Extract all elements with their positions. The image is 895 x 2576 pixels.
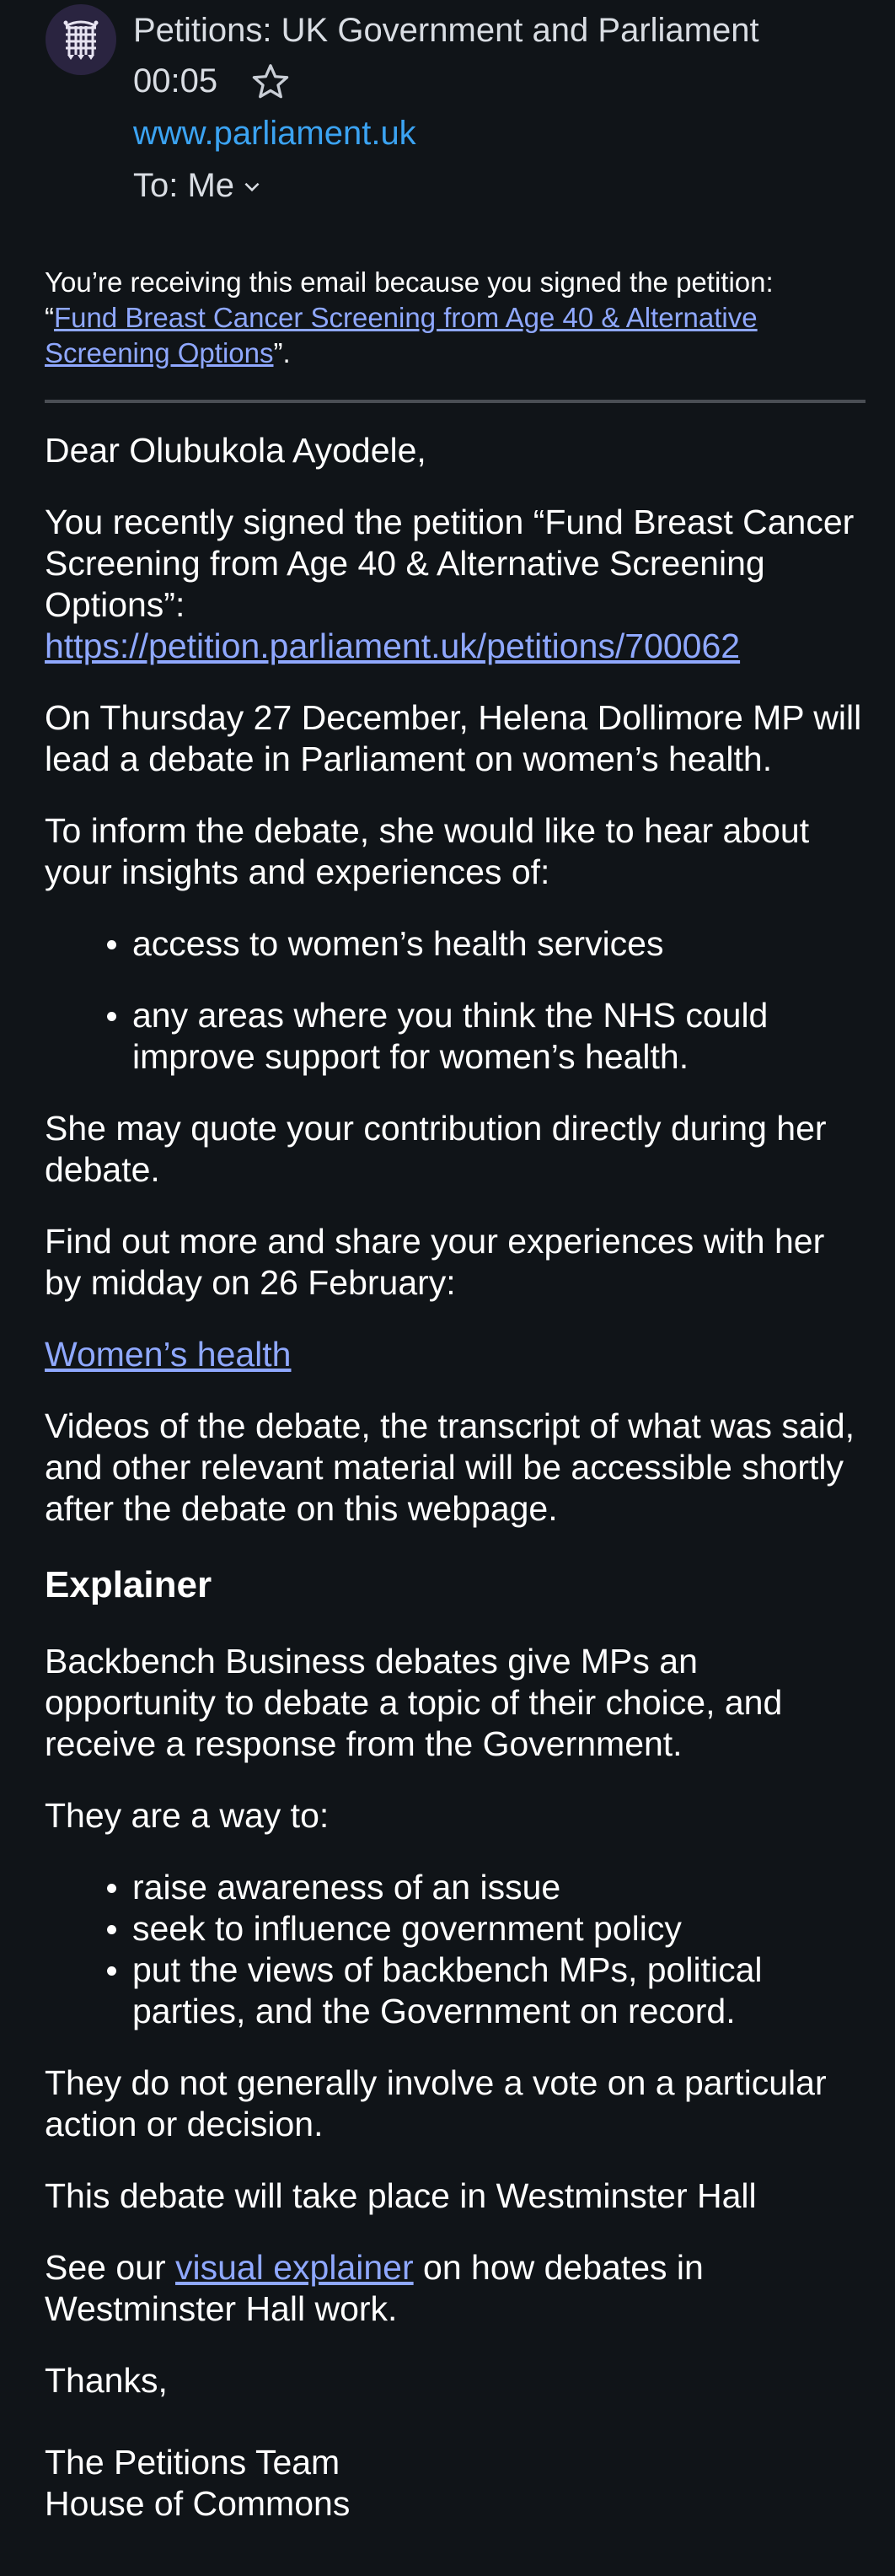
location-text: This debate will take place in Westminster Hall [45,2176,757,2215]
notice-prefix: You’re receiving this email because you signed the petition: [45,266,774,298]
notice-petition-link[interactable]: Fund Breast Cancer Screening from Age 40 & Alternative Screening Options [45,302,758,368]
ways-list [45,1867,862,2032]
email-body [45,430,862,2525]
list-item: seek to influence government policy [132,1908,862,1949]
signature-team: The Petitions Team [45,2443,340,2482]
way-to-text: They are a way to: [45,1796,330,1835]
divider [45,400,866,403]
signed-petition-paragraph [45,502,862,667]
timestamp: 00:05 [133,62,218,99]
inform-text: To inform the debate, she would like to hear about your insights and experiences of: [45,811,810,891]
insight-list [45,923,862,1078]
chevron-down-icon [241,175,263,197]
see-our-rest-text: on how debates in Westminster Hall work. [45,2248,704,2328]
quote-text: She may quote your contribution directly during her debate. [45,1109,827,1189]
signed-text: You recently signed the petition “Fund Breast Cancer Screening from Age 40 & Alternative Screening Options”: [45,503,855,624]
recipients-toggle[interactable] [133,167,263,205]
debate-intro: On Thursday 27 December, Helena Dollimore MP will lead a debate in Parliament on women’s health. [45,698,862,778]
signature [45,2442,862,2525]
explainer-heading: Explainer [45,1564,212,1605]
see-our-text: See our [45,2248,166,2287]
vote-text: They do not generally involve a vote on a particular action or decision. [45,2063,827,2143]
greeting: Dear Olubukola Ayodele, [45,431,426,470]
signature-house: House of Commons [45,2484,351,2523]
recipients-label: To: Me [133,167,235,204]
videos-text: Videos of the debate, the transcript of what was said, and other relevant material will be accessible shortly after the debate on this webpage. [45,1406,855,1528]
womens-health-link[interactable]: Women’s health [45,1335,292,1374]
sender-avatar[interactable] [46,4,116,75]
star-icon[interactable] [249,61,292,103]
list-item: raise awareness of an issue [132,1867,862,1908]
sender-website-link[interactable]: www.parliament.uk [133,115,416,152]
visual-explainer-link[interactable]: visual explainer [175,2248,414,2287]
signup-notice [45,265,854,371]
list-item: put the views of backbench MPs, political parties, and the Government on record. [132,1949,862,2032]
thanks: Thanks, [45,2361,168,2400]
notice-open-quote: “ [45,302,54,333]
email-header [0,0,895,228]
petition-url-link[interactable]: https://petition.parliament.uk/petitions/700062 [45,627,741,665]
womens-health-paragraph [45,1334,862,1375]
list-item: access to women’s health services [132,923,862,965]
find-out-text: Find out more and share your experiences with her by midday on 26 February: [45,1222,825,1302]
visual-explainer-paragraph [45,2247,862,2330]
notice-close-quote: ”. [273,337,291,368]
sender-name[interactable]: Petitions: UK Government and Parliament [133,12,759,49]
portcullis-icon [57,16,105,63]
backbench-text: Backbench Business debates give MPs an opportunity to debate a topic of their choice, and receive a response from the Government. [45,1642,783,1763]
list-item: any areas where you think the NHS could improve support for women’s health. [132,995,862,1078]
